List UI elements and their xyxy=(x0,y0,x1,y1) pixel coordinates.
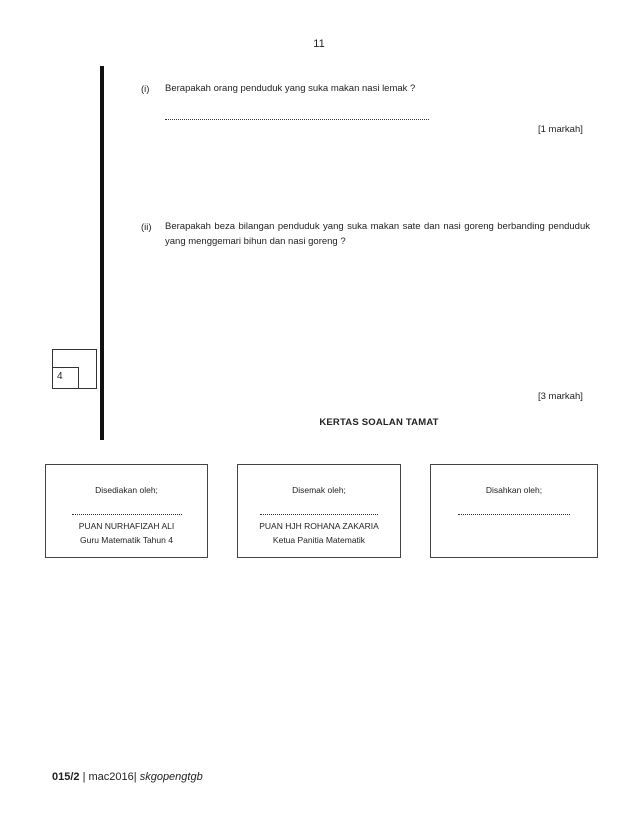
signature-label: Disahkan oleh; xyxy=(485,485,543,495)
footer-separator: | xyxy=(82,771,86,783)
page-number: 11 xyxy=(313,38,325,50)
question-2-marks: [3 markah] xyxy=(538,391,583,402)
signature-box-prepared xyxy=(45,464,208,558)
footer-separator: | xyxy=(133,771,137,783)
signature-line xyxy=(72,513,182,515)
answer-line[interactable] xyxy=(165,118,429,120)
signature-name: PUAN HJH ROHANA ZAKARIA xyxy=(259,521,379,531)
signature-box-checked xyxy=(237,464,401,558)
question-2-text: Berapakah beza bilangan penduduk yang suka makan sate dan nasi goreng berbanding penduduk yang menggemari bihun dan nasi goreng ? xyxy=(165,221,590,247)
signature-label: Disemak oleh; xyxy=(292,485,346,495)
question-2-number: (ii) xyxy=(141,222,152,233)
question-1-text: Berapakah orang penduduk yang suka makan nasi lemak ? xyxy=(165,83,416,94)
question-1-marks: [1 markah] xyxy=(538,124,583,135)
signature-label: Disediakan oleh; xyxy=(95,485,158,495)
footer-school: skgopengtgb xyxy=(139,771,203,783)
signature-line xyxy=(458,513,570,515)
footer-date: mac2016 xyxy=(88,771,134,783)
signature-line xyxy=(260,513,378,515)
footer xyxy=(52,771,203,783)
margin-bar xyxy=(100,66,104,440)
score-value: 4 xyxy=(57,371,63,382)
question-1-number: (i) xyxy=(141,84,150,95)
signature-role: Guru Matematik Tahun 4 xyxy=(80,535,173,545)
end-title: KERTAS SOALAN TAMAT xyxy=(319,417,439,428)
signature-name: PUAN NURHAFIZAH ALI xyxy=(78,521,175,531)
signature-box-approved xyxy=(430,464,598,558)
footer-code: 015/2 xyxy=(52,771,80,783)
signature-role: Ketua Panitia Matematik xyxy=(272,535,366,545)
